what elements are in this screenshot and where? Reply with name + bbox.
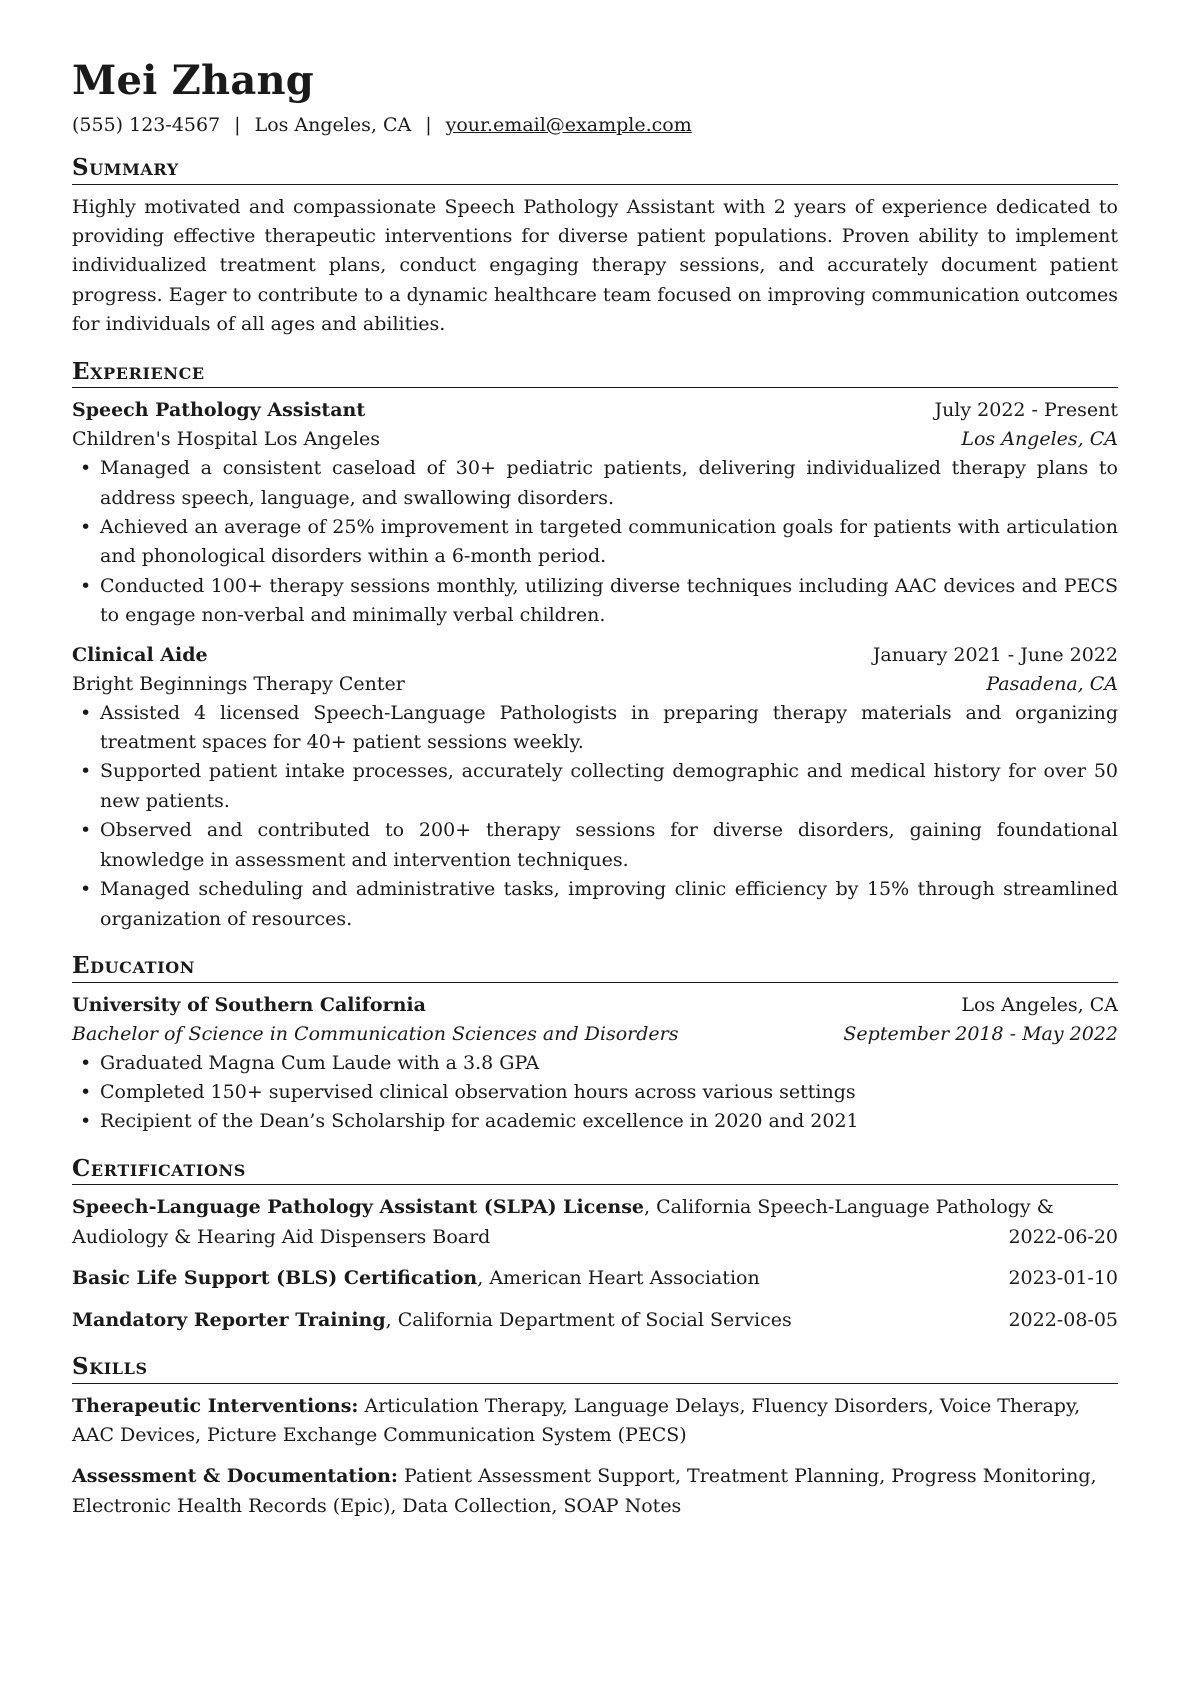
- certification-date: 2022-08-05: [1008, 1308, 1118, 1331]
- job-bullet: • Managed scheduling and administrative tasks, improving clinic efficiency by 15% through streamlined organization of resources.: [72, 875, 1118, 934]
- certification-item: [72, 1193, 1118, 1252]
- contact-line: [72, 114, 1118, 136]
- job-location: Pasadena, CA: [986, 672, 1118, 695]
- job-role: Clinical Aide: [72, 643, 208, 666]
- certification-name: Speech-Language Pathology Assistant (SLPA) License: [72, 1196, 645, 1219]
- certification-item: [72, 1264, 1118, 1293]
- separator: |: [234, 114, 241, 136]
- separator: |: [425, 114, 432, 136]
- job-bullet: • Achieved an average of 25% improvement in targeted communication goals for patients with articulation and phonological disorders within a 6-month period.: [72, 513, 1118, 572]
- education-bullet: • Graduated Magna Cum Laude with a 3.8 GPA: [72, 1049, 1118, 1078]
- skill-group-text: Patient Assessment Support, Treatment Planning, Progress Monitoring, Electronic Health Records (Epic), Data Collection, SOAP Notes: [72, 1465, 1097, 1517]
- school-name: University of Southern California: [72, 993, 426, 1016]
- skill-group-label: Therapeutic Interventions:: [72, 1394, 359, 1417]
- certification-issuer: Audiology & Hearing Aid Dispensers Board: [72, 1225, 491, 1248]
- certification-item: [72, 1306, 1118, 1335]
- section-title-education: Education: [72, 952, 1118, 983]
- job-dates: July 2022 - Present: [934, 399, 1118, 422]
- degree: Bachelor of Science in Communication Sciences and Disorders: [72, 1022, 679, 1045]
- certification-name: Basic Life Support (BLS) Certification: [72, 1267, 478, 1290]
- job-org: Bright Beginnings Therapy Center: [72, 672, 405, 695]
- job-bullet: • Supported patient intake processes, accurately collecting demographic and medical history for over 50 new patients.: [72, 757, 1118, 816]
- education-bullet: • Completed 150+ supervised clinical observation hours across various settings: [72, 1078, 1118, 1107]
- job-bullet: • Conducted 100+ therapy sessions monthly, utilizing diverse techniques including AAC devices and PECS to engage non-verbal and minimally verbal children.: [72, 572, 1118, 631]
- certification-date: 2022-06-20: [1008, 1225, 1118, 1248]
- job-bullet: • Assisted 4 licensed Speech-Language Pathologists in preparing therapy materials and organizing treatment spaces for 40+ patient sessions weekly.: [72, 699, 1118, 758]
- job-org: Children's Hospital Los Angeles: [72, 428, 381, 451]
- certification-name: Mandatory Reporter Training: [72, 1308, 386, 1331]
- summary-text: Highly motivated and compassionate Speech Pathology Assistant with 2 years of experience dedicated to providing effective therapeutic interventions for diverse patient populations. Proven ability to implement individualized treatment plans, conduct engaging therapy sessions, and accurately document patient progress. Eager to contribute to a dynamic healthcare team focused on improving communication outcomes for individuals of all ages and abilities.: [72, 195, 1118, 336]
- skills-section: [72, 1353, 1118, 1521]
- certification-issuer: , California Department of Social Services: [385, 1308, 792, 1331]
- section-title-certifications: Certifications: [72, 1155, 1118, 1186]
- job-entry: [72, 641, 1118, 934]
- job-entry: [72, 396, 1118, 630]
- skill-group-label: Assessment & Documentation:: [72, 1465, 398, 1488]
- job-bullet: • Managed a consistent caseload of 30+ pediatric patients, delivering individualized therapy plans to address speech, language, and swallowing disorders.: [72, 454, 1118, 513]
- job-location: Los Angeles, CA: [961, 428, 1118, 451]
- education-bullet: • Recipient of the Dean’s Scholarship for academic excellence in 2020 and 2021: [72, 1107, 1118, 1136]
- certification-issuer: , California Speech-Language Pathology &: [644, 1196, 1054, 1219]
- skill-group-text: Articulation Therapy, Language Delays, Fluency Disorders, Voice Therapy, AAC Devices, Picture Exchange Communication System (PECS): [72, 1394, 1081, 1446]
- skill-group: [72, 1392, 1118, 1451]
- section-title-summary: Summary: [72, 154, 1118, 185]
- certification-issuer: , American Heart Association: [477, 1267, 760, 1290]
- job-bullet: • Observed and contributed to 200+ therapy sessions for diverse disorders, gaining foundational knowledge in assessment and intervention techniques.: [72, 816, 1118, 875]
- certifications-section: [72, 1155, 1118, 1335]
- email-link[interactable]: your.email@example.com: [445, 114, 692, 136]
- school-location: Los Angeles, CA: [961, 993, 1118, 1016]
- location: Los Angeles, CA: [254, 114, 412, 136]
- job-dates: January 2021 - June 2022: [872, 643, 1118, 666]
- section-title-experience: Experience: [72, 358, 1118, 389]
- candidate-name: Mei Zhang: [72, 57, 314, 104]
- phone: (555) 123-4567: [72, 114, 221, 136]
- certification-date: 2023-01-10: [1008, 1267, 1118, 1290]
- section-title-skills: Skills: [72, 1353, 1118, 1384]
- education-section: [72, 952, 1118, 1137]
- skill-group: [72, 1462, 1118, 1521]
- job-role: Speech Pathology Assistant: [72, 399, 366, 422]
- education-dates: September 2018 - May 2022: [843, 1022, 1118, 1045]
- experience-section: [72, 358, 1118, 934]
- summary-section: [72, 154, 1118, 340]
